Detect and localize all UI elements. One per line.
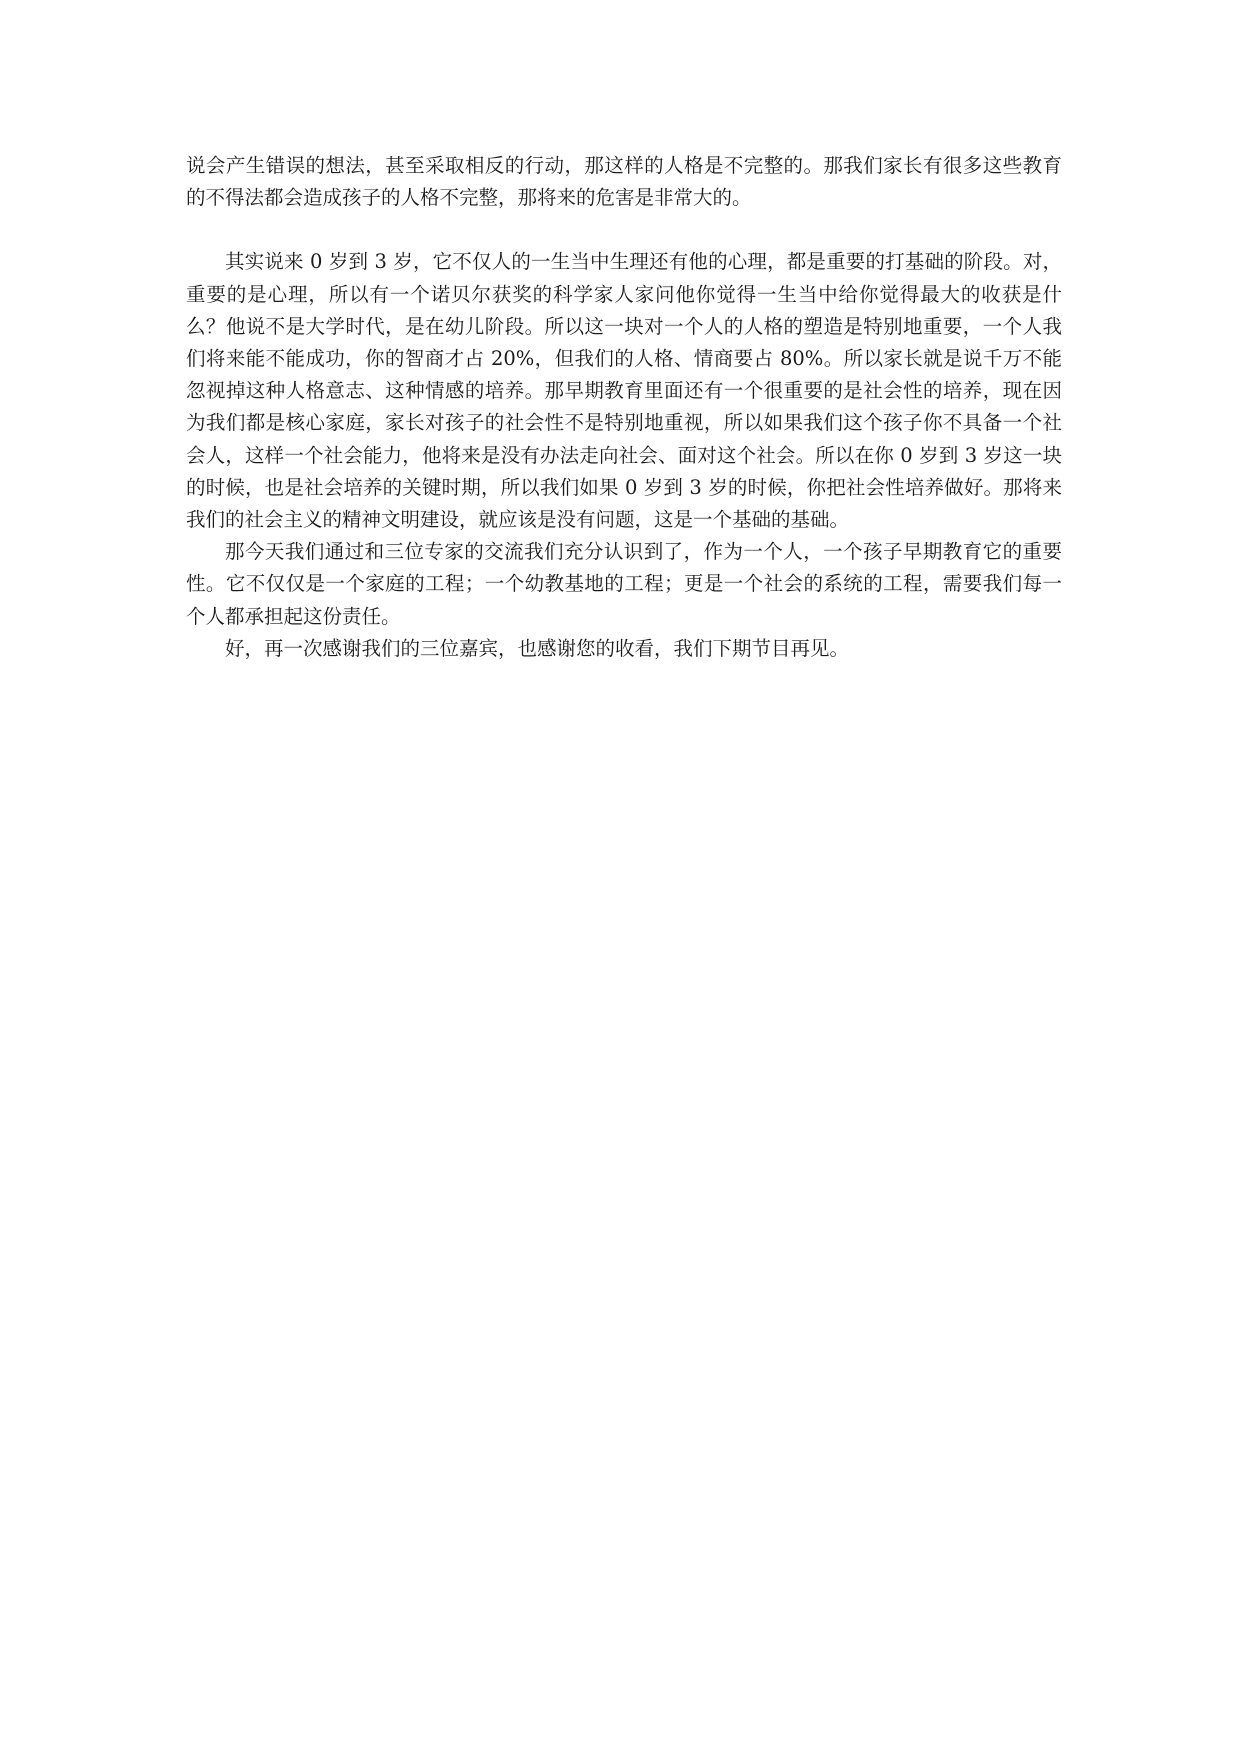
- paragraph-spacer: [186, 214, 1062, 246]
- paragraph-continuation: 说会产生错误的想法，甚至采取相反的行动，那这样的人格是不完整的。那我们家长有很多这些教育的不得法都会造成孩子的人格不完整，那将来的危害是非常大的。: [186, 154, 1062, 210]
- paragraph-closing: 好，再一次感谢我们的三位嘉宾，也感谢您的收看，我们下期节目再见。: [225, 636, 850, 660]
- paragraph-early-education: 其实说来 0 岁到 3 岁，它不仅人的一生当中生理还有他的心理，都是重要的打基础的阶段。对，重要的是心理，所以有一个诺贝尔获奖的科学家人家问他你觉得一生当中给你觉得最大的收获是什么？他说不是大学时代，是在幼儿阶段。所以这一块对一个人的人格的塑造是特别地重要，一个人我们将来能不能成功，你的智商才占 20%，但我们的人格、情商要占 80%。所以家长就是说千万不能忽视掉这种人格意志、这种情感的培养。那早期教育里面还有一个很重要的是社会性的培养，现在因为我们都是核心家庭，家长对孩子的社会性不是特别地重视，所以如果我们这个孩子你不具备一个社会人，这样一个社会能力，他将来是没有办法走向社会、面对这个社会。所以在你 0 岁到 3 岁这一块的时候，也是社会培养的关键时期，所以我们如果 0 岁到 3 岁的时候，你把社会性培养做好。那将来我们的社会主义的精神文明建设，就应该是没有问题，这是一个基础的基础。: [186, 250, 1062, 532]
- paragraph-conclusion: 那今天我们通过和三位专家的交流我们充分认识到了，作为一个人，一个孩子早期教育它的重要性。它不仅仅是一个家庭的工程；一个幼教基地的工程；更是一个社会的系统的工程，需要我们每一个人都承担起这份责任。: [186, 540, 1062, 628]
- document-body: [186, 150, 1062, 665]
